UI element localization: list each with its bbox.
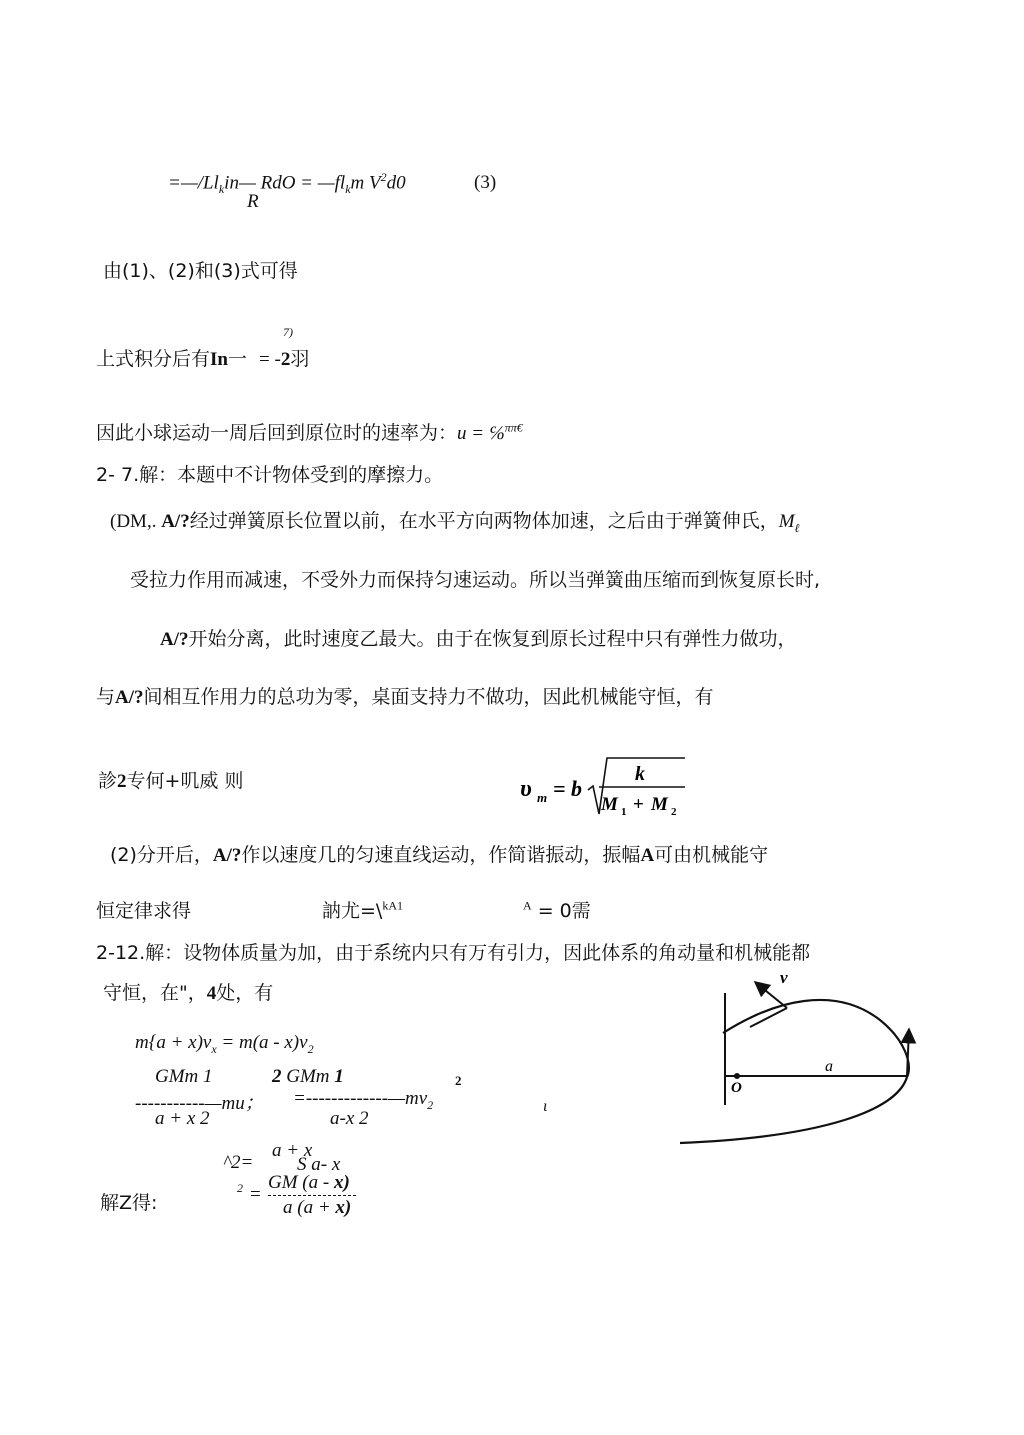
vm-v: υ [520,776,532,802]
energy-eq-top-2: 2 GMm 1 [272,1066,344,1087]
energy-eq-bot-1: a + x 2 [155,1108,210,1129]
vm-m2: M [651,794,668,815]
problem-2-7-line-7c: $^A$ = 0需 [523,898,591,922]
vm-formula [515,752,695,822]
energy-eq-bot-2: a-x 2 [330,1108,369,1129]
problem-2-7-line-7a: 恒定律求得 [96,900,192,922]
problem-2-7-line-3: A/?开始分离，此时速度乙最大。由于在恢复到原长过程中只有弹性力做功， [160,628,797,650]
problem-2-12-heading: 2-12.解：设物体质量为加，由于系统内只有万有引力，因此体系的角动量和机械能都 [96,942,811,964]
integral-line: 上式积分后有In一 = -2羽 [96,348,310,370]
solution-pre: ^2= [223,1152,254,1173]
vm-m2-sub: 2 [671,806,677,818]
text-line-from-equations: 由(1)、(2)和(3)式可得 [103,260,298,282]
angular-momentum-equation: $m\{a + x)v_x = m(a - x)v_2$ [135,1032,314,1056]
velocity-label: v [780,968,788,987]
solution-den: S a- x [297,1154,341,1175]
solution-numerator: GM (a - x) [268,1172,356,1196]
problem-2-7-heading: 2- 7.解：本题中不计物体受到的摩擦力。 [96,464,444,486]
equation-3: $=—/Ll_kin—$ RdO = $—fl_km$ $V^2d0$ [168,170,406,197]
problem-2-7-line-1: (DM,. A/?经过弹簧原长位置以前，在水平方向两物体加速，之后由于弹簧伸氏，$M_\ell$ [110,510,800,535]
solution-eq: = [250,1184,261,1205]
energy-eq-top-1: GMm 1 [155,1066,213,1087]
energy-eq-sup: 2 [455,1073,462,1088]
stray-mark: ι [543,1098,548,1115]
problem-2-7-line-2: 受拉力作用而减速，不受外力而保持匀速运动。所以当弹簧曲压缩而到恢复原长时, [130,569,821,591]
problem-2-7-line-7b: 訥尤=\$^{kA1}$ [322,898,403,922]
vm-v-sub: m [537,790,548,805]
problem-2-7-line-4: 与A/?间相互作用力的总功为零，桌面支持力不做功，因此机械能守恒，有 [96,686,714,708]
solution-num: a + x [272,1140,313,1161]
integral-superscript: 7) [283,325,293,339]
solution-denominator: a (a + x) [283,1197,352,1218]
energy-eq-mid-1: -----------—mu； [135,1092,264,1114]
problem-2-12-line-2: 守恒，在"，4处，有 [103,982,274,1004]
vm-k: k [635,763,645,785]
orbit-diagram [665,965,935,1155]
problem-2-7-line-5: 診2专何+叽威 则 [98,770,244,792]
ellipse-orbit [680,1000,909,1143]
problem-2-7-line-6: (2)分开后，A/?作以速度几的匀速直线运动，作简谐振动，振幅A可由机械能守 [110,844,769,866]
vm-plus: + [633,794,644,815]
equation-3-denominator: R [247,191,259,212]
vm-m1: M [601,794,618,815]
vm-eq-b: = b [553,776,583,801]
origin-label: O [731,1080,742,1096]
energy-eq-mid-2: $=-------------—mv_2$ [293,1088,434,1112]
semi-major-label: a [825,1058,833,1075]
solution-label: 解Z得: [100,1192,158,1214]
equation-3-number: (3) [474,172,497,193]
focus-point [734,1073,740,1079]
solution-small-2: 2 [237,1181,243,1195]
speed-line: 因此小球运动一周后回到原位时的速率为：u = ℅$^{\pi\pi€}$ [96,420,523,444]
vm-m1-sub: 1 [621,806,627,818]
